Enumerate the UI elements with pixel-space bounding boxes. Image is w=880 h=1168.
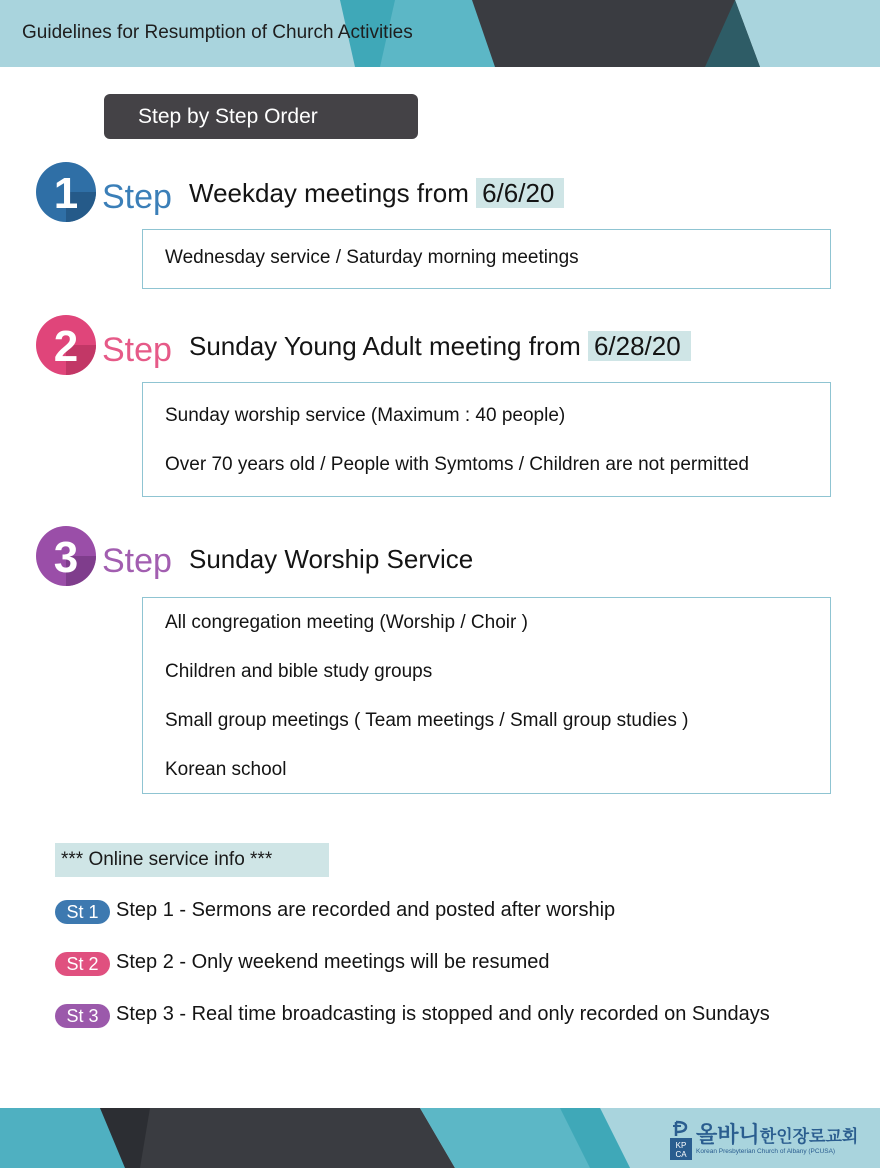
online-badge-2: St 2 (55, 952, 110, 976)
online-badge-3: St 3 (55, 1004, 110, 1028)
step-2-heading: Sunday Young Adult meeting from 6/28/20 (189, 331, 691, 362)
header-title: Guidelines for Resumption of Church Activities (22, 22, 413, 43)
step-1-badge (34, 160, 194, 224)
step-2-details (142, 382, 831, 497)
online-text-3: Step 3 - Real time broadcasting is stopped and only recorded on Sundays (116, 1003, 770, 1025)
step-1-line-1: Wednesday service / Saturday morning meetings (165, 247, 579, 268)
logo-english-name: Korean Presbyterian Church of Albany (PCUSA) (696, 1148, 836, 1155)
step-3-line-4: Korean school (165, 759, 287, 780)
step-3-line-3: Small group meetings ( Team meetings / Small group studies ) (165, 710, 689, 731)
online-text-2: Step 2 - Only weekend meetings will be resumed (116, 951, 550, 973)
step-1-number: 1 (53, 169, 79, 218)
step-3-heading: Sunday Worship Service (189, 544, 474, 574)
step-1-heading: Weekday meetings from 6/6/20 (189, 178, 564, 209)
step-2-line-1: Sunday worship service (Maximum : 40 people) (165, 405, 566, 426)
step-3-badge (34, 524, 194, 588)
kpca-mark-icon (670, 1120, 692, 1160)
step-3-number: 3 (53, 533, 79, 582)
step-2-word: Step (102, 331, 172, 369)
step-2-date: 6/28/20 (588, 331, 691, 361)
step-1-details (142, 229, 831, 289)
online-text-1: Step 1 - Sermons are recorded and posted after worship (116, 899, 616, 921)
logo-korean-name: 올바니한인장로교회 (696, 1122, 859, 1147)
step-3-word: Step (102, 542, 172, 580)
svg-text:CA: CA (675, 1150, 687, 1159)
step-1-date: 6/6/20 (476, 178, 564, 208)
step-2-badge (34, 313, 194, 377)
step-2-line-2: Over 70 years old / People with Symtoms / Children are not permitted (165, 454, 749, 475)
step-order-label: Step by Step Order (104, 94, 418, 139)
svg-text:KP: KP (675, 1141, 687, 1150)
step-3-details (142, 597, 831, 794)
step-3-line-1: All congregation meeting (Worship / Choir ) (165, 612, 528, 633)
church-logo (670, 1118, 859, 1162)
step-1-word: Step (102, 178, 172, 216)
step-2-number: 2 (53, 322, 79, 371)
online-badge-1: St 1 (55, 900, 110, 924)
step-3-line-2: Children and bible study groups (165, 661, 433, 682)
online-info-title: *** Online service info *** (55, 843, 329, 877)
